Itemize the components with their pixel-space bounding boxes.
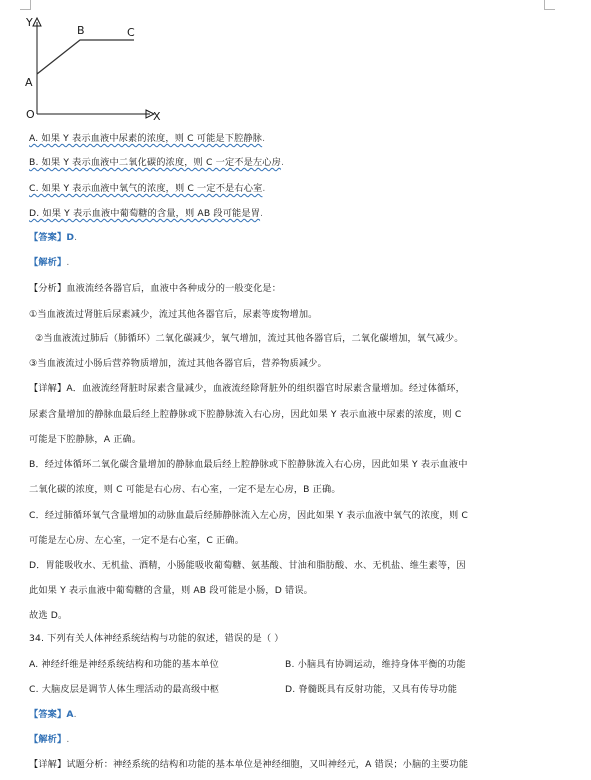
analysis-point-2: ②当血液流过肺后（肺循环）二氧化碳减少，氧气增加，流过其他各器官后，二氧化碳增加，氧气减少。 bbox=[35, 333, 464, 344]
analysis-label: 【解析】. bbox=[29, 257, 70, 268]
question-34: 34. 下列有关人体神经系统结构与功能的叙述，错误的是（ ） bbox=[29, 633, 284, 644]
page-corner-mark-right bbox=[544, 0, 555, 10]
q34-option-d: D. 脊髓既具有反射功能，又具有传导功能 bbox=[285, 684, 458, 695]
analysis-point-1: ①当血液流过肾脏后尿素减少，流过其他各器官后，尿素等废物增加。 bbox=[29, 309, 318, 320]
q34-option-c: C. 大脑皮层是调节人体生理活动的最高级中枢 bbox=[29, 684, 220, 695]
origin-label: O bbox=[26, 108, 35, 121]
curve-abc bbox=[37, 40, 134, 74]
option-b: B. 如果 Y 表示血液中二氧化碳的浓度，则 C 一定不是左心房. bbox=[29, 157, 285, 168]
detail-c-line-2: 可能是左心房、左心室，一定不是右心室，C 正确。 bbox=[29, 535, 245, 546]
page-corner-mark-left bbox=[20, 0, 31, 10]
answer-label: 【答案】D. bbox=[29, 232, 78, 243]
point-b-label: B bbox=[77, 24, 85, 37]
q34-answer-label: 【答案】A. bbox=[29, 709, 77, 720]
detail-d-line-1: D．胃能吸收水、无机盐、酒精，小肠能吸收葡萄糖、氨基酸、甘油和脂肪酸、水、无机盐、维生素等，因 bbox=[29, 560, 466, 571]
q34-analysis-label: 【解析】. bbox=[29, 734, 70, 745]
analysis-intro: 【分析】血液流经各器官后，血液中各种成分的一般变化是： bbox=[29, 283, 282, 294]
detail-c-line-1: C．经过肺循环氧气含量增加的动脉血最后经肺静脉流入左心房，因此如果 Y 表示血液中氧气的浓度，则 C bbox=[29, 510, 468, 521]
detail-a-line-2: 尿素含量增加的静脉血最后经上腔静脉或下腔静脉流入右心房，因此如果 Y 表示血液中尿素的浓度，则 C bbox=[29, 409, 462, 420]
point-a-label: A bbox=[25, 76, 33, 89]
q34-option-a: A. 神经纤维是神经系统结构和功能的基本单位 bbox=[29, 659, 219, 670]
detail-d-line-2: 此如果 Y 表示血液中葡萄糖的含量，则 AB 段可能是小肠，D 错误。 bbox=[29, 585, 314, 596]
option-a: A. 如果 Y 表示血液中尿素的浓度，则 C 可能是下腔静脉. bbox=[29, 133, 266, 144]
detail-b-line-1: B．经过体循环二氧化碳含量增加的静脉血最后经上腔静脉或下腔静脉流入右心房，因此如果 Y 表示血液中 bbox=[29, 459, 468, 470]
option-d: D. 如果 Y 表示血液中葡萄糖的含量，则 AB 段可能是胃. bbox=[29, 208, 264, 219]
analysis-point-3: ③当血液流过小肠后营养物质增加，流过其他各器官后，营养物质减少。 bbox=[29, 358, 327, 369]
q34-option-b: B. 小脑具有协调运动，维持身体平衡的功能 bbox=[285, 659, 466, 670]
y-axis-label: Y bbox=[26, 16, 33, 29]
q34-detail-line-1: 【详解】试题分析：神经系统的结构和功能的基本单位是神经细胞，又叫神经元，A 错误；小脑的主要功能 bbox=[29, 759, 469, 770]
detail-a-line-3: 可能是下腔静脉，A 正确。 bbox=[29, 434, 142, 445]
conclusion: 故选 D。 bbox=[29, 610, 68, 621]
option-c: C. 如果 Y 表示血液中氧气的浓度，则 C 一定不是右心室. bbox=[29, 183, 266, 194]
point-c-label: C bbox=[127, 26, 135, 39]
detail-b-line-2: 二氧化碳的浓度，则 C 可能是右心房、右心室，一定不是左心房，B 正确。 bbox=[29, 484, 341, 495]
concentration-graph bbox=[22, 14, 172, 124]
detail-a-line-1: 【详解】A．血液流经肾脏时尿素含量减少，血液流经除肾脏外的组织器官时尿素含量增加。经过体循环， bbox=[29, 383, 465, 394]
x-axis-label: X bbox=[153, 110, 161, 123]
